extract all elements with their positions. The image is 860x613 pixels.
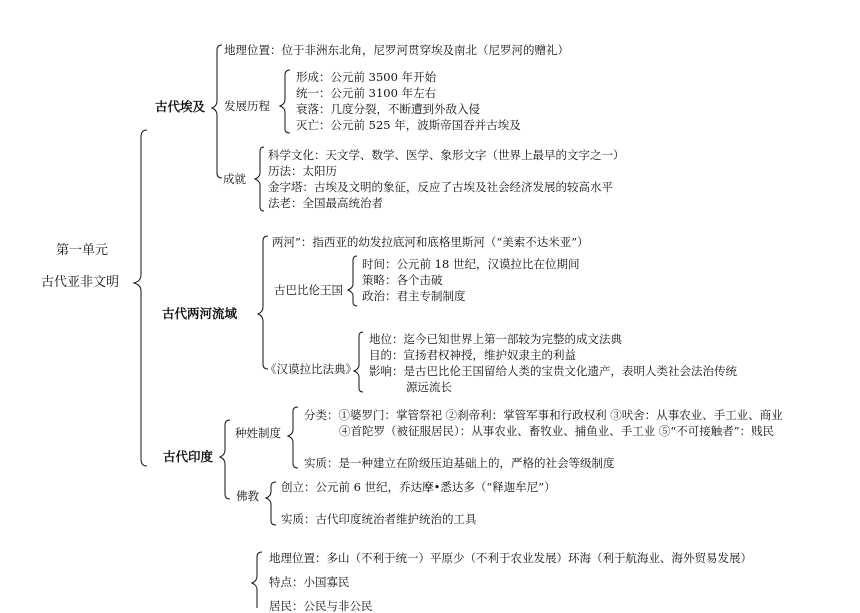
caste-system-label: 种姓制度 — [235, 426, 281, 440]
two-rivers-definition: 两河”：指西亚的幼发拉底河和底格里斯河（“美索不达米亚”） — [272, 235, 589, 249]
egypt-heading: 古代埃及 — [155, 99, 206, 114]
caste-classification-cont: ④首陀罗（被征服居民）：从事农业、畜牧业、捕鱼业、手工业 ⑤“不可接触者”：贱民 — [339, 424, 775, 438]
greece-item: 居民：公民与非公民 — [269, 599, 373, 613]
egypt-dev-brace — [280, 70, 290, 133]
buddhism-item: 实质：古代印度统治者维护统治的工具 — [281, 512, 477, 526]
unit-brace — [134, 130, 147, 466]
egypt-dev-item: 统一：公元前 3100 年左右 — [296, 86, 437, 100]
egypt-achievement-item: 金字塔：古埃及文明的象征，反应了古埃及社会经济发展的较高水平 — [268, 180, 613, 194]
babylon-item: 策略：各个击破 — [362, 273, 443, 287]
india-brace — [220, 420, 230, 499]
greece-item: 地理位置：多山（不利于统一）平原少（不利于农业发展）环海（利于航海业、海外贸易发展） — [269, 551, 752, 565]
code-item-continuation: 源远流长 — [406, 380, 452, 394]
egypt-dev-item: 灭亡：公元前 525 年，波斯帝国吞并古埃及 — [296, 118, 521, 132]
babylon-label: 古巴比伦王国 — [274, 283, 343, 297]
egypt-achievement-item: 法老：全国最高统治者 — [268, 196, 383, 210]
code-item: 目的：宣扬君权神授，维护奴隶主的利益 — [369, 348, 576, 362]
egypt-geography: 地理位置：位于非洲东北角，尼罗河贯穿埃及南北（尼罗河的赠礼） — [224, 43, 569, 57]
egypt-achievements-label: 成就 — [223, 172, 246, 186]
code-item: 地位：迄今已知世界上第一部较为完整的成文法典 — [369, 332, 622, 346]
unit-title: 古代亚非文明 — [41, 275, 120, 290]
babylon-item: 时间：公元前 18 世纪，汉谟拉比在位期间 — [362, 257, 580, 271]
greece-brace — [252, 552, 262, 608]
egypt-ach-brace — [255, 147, 264, 211]
meso-brace — [258, 236, 268, 369]
unit-number: 第一单元 — [56, 243, 109, 258]
greece-item: 特点：小国寡民 — [269, 575, 350, 589]
buddhism-item: 创立：公元前 6 世纪，乔达摩•悉达多（“释迦牟尼”） — [281, 480, 556, 494]
egypt-achievement-item: 历法：太阳历 — [268, 164, 337, 178]
india-heading: 古代印度 — [163, 449, 214, 464]
hammurabi-code-label: 《汉谟拉比法典》 — [265, 362, 357, 376]
caste-brace — [288, 407, 298, 468]
caste-classification: 分类：①婆罗门：掌管祭祀 ②刹帝利：掌管军事和行政权利 ③吠舍：从事农业、手工业、商业 — [304, 408, 783, 422]
babylon-item: 政治：君主专制制度 — [362, 289, 466, 303]
mesopotamia-heading: 古代两河流域 — [162, 306, 238, 321]
buddhism-label: 佛教 — [236, 489, 259, 503]
egypt-brace — [212, 45, 222, 178]
egypt-dev-item: 形成：公元前 3500 年开始 — [296, 70, 437, 84]
buddhism-brace — [266, 482, 276, 525]
egypt-dev-item: 衰落：几度分裂，不断遭到外敌入侵 — [296, 102, 480, 116]
caste-essence: 实质：是一种建立在阶级压迫基础上的，严格的社会等级制度 — [304, 456, 615, 470]
egypt-development-label: 发展历程 — [224, 99, 270, 113]
egypt-achievement-item: 科学文化：天文学、数学、医学、象形文字（世界上最早的文字之一） — [268, 148, 625, 162]
code-item: 影响：是古巴比伦王国留给人类的宝贵文化遗产，表明人类社会法治传统 — [369, 364, 737, 378]
babylon-brace — [348, 256, 357, 306]
